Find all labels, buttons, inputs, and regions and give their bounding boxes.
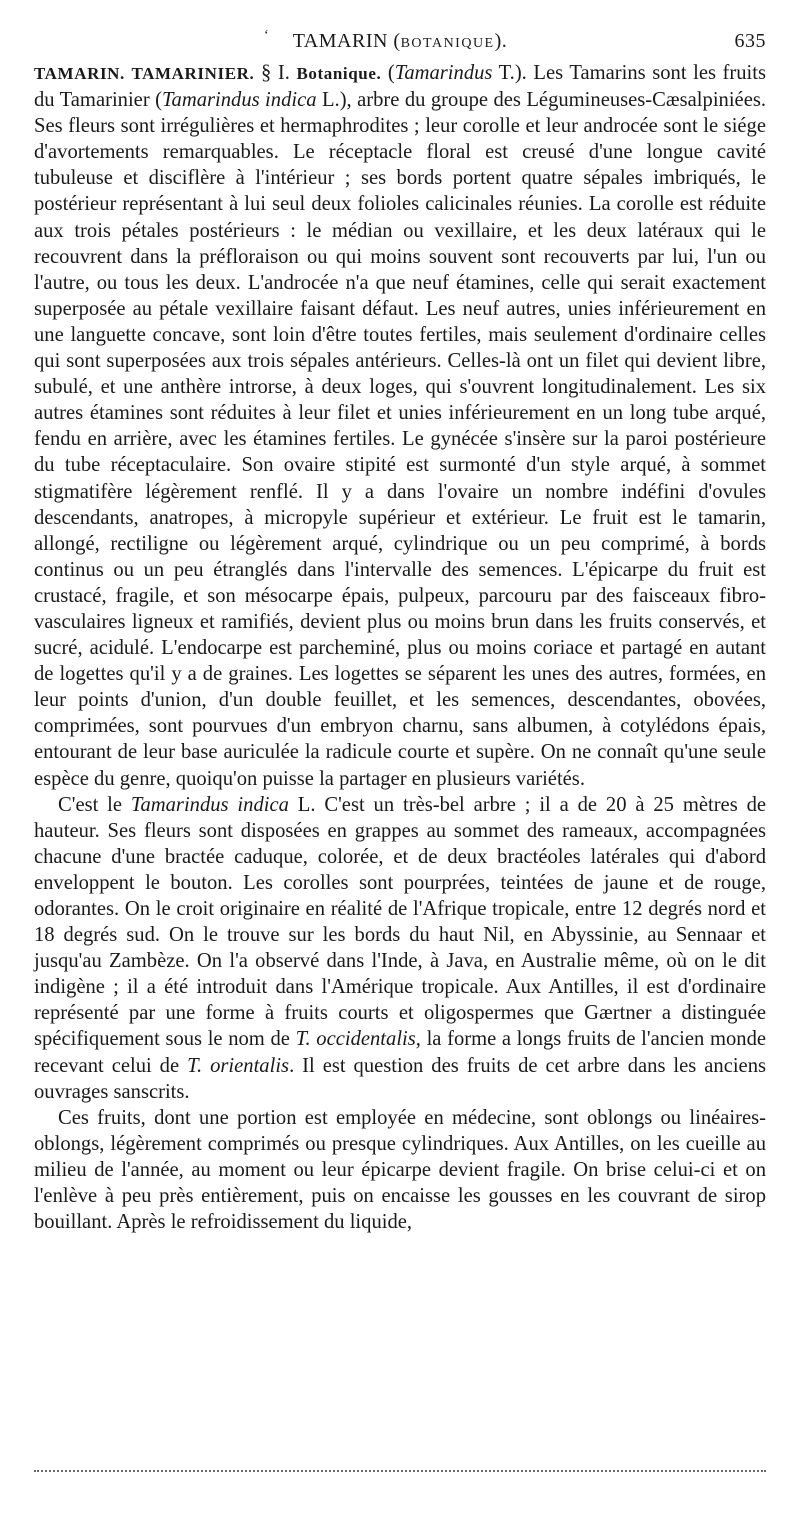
bottom-rule [34,1470,766,1472]
running-head-title-end: ). [494,30,508,52]
section-label: Botanique. [296,64,382,83]
running-head-title [34,30,766,53]
running-head [34,30,766,56]
text-run: C'est le [58,793,131,816]
running-head-title-small: BOTANIQUE [400,36,495,51]
page-number: 635 [734,30,766,52]
article-body [34,60,766,1235]
text-run: , la forme a longs fruits de l'ancien monde recevant celui de [34,1028,767,1077]
taxon-name: Tamarindus indica [130,793,289,816]
taxon-name: T. occidentalis [295,1028,416,1051]
taxon-name: Tamarindus indica [161,89,317,112]
text-run: . Il est question des fruits de cet arbre dans les anciens ouvrages sanscrits. [34,1054,767,1103]
taxon-name: Tamarindus [394,62,493,84]
taxon-name: T. orientalis [187,1054,290,1077]
stray-mark: ‘ [264,28,270,43]
paragraph-2 [34,792,766,1105]
headword-tamarinier: TAMARINIER. [131,64,255,83]
paragraph-1 [34,60,766,792]
text-run: T.). Les Tamarins sont les fruits du Tamarinier ( [34,62,767,112]
headword-tamarin: TAMARIN. [34,64,125,83]
paragraph-3: Ces fruits, dont une portion est employée en médecine, sont oblongs ou linéaires-oblongs, légèrement comprimés ou presque cylindriques. Aux Antilles, on les cueille au milieu de l'année, au moment ou leur épicarpe devient fragile. On brise celui-ci et on l'enlève à peu près entièrement, puis on encaisse les gousses en les couvrant de sirop bouillant. Après le refroidissement du liquide, [34,1106,766,1234]
text-run: L.), arbre du groupe des Légumineuses-Cæsalpiniées. Ses fleurs sont irrégulières et hermaphrodites ; leur corolle et leur androcée sont le siége d'avortements remarquables. Le réceptacle floral est creusé d'une longue cavité tubuleuse et disciflère à l'intérieur ; ses bords portent quatre sépales imbriqués, le postérieur représentant à lui seul deux folioles calicinales réunies. La corolle est réduite aux trois pétales postérieurs : le médian ou vexillaire, et les deux latéraux qui le recouvrent dans la préfloraison ou qui moins souvent sont recouverts par lui, l'un ou l'autre, ou tous les deux. L'androcée n'a que neuf étamines, celle qui serait exactement superposée au pétale vexillaire faisant défaut. Les neuf autres, unies inférieurement en une languette concave, sont loin d'être toutes fertiles, mais seulement d'ordinaire celles qui sont superposées aux trois sépales antérieurs. Celles-là ont un filet qui devient libre, subulé, et une anthère introrse, à deux loges, qui s'ouvrent longitudinalement. Les six autres étamines sont réduites à leur filet et unies inférieurement en un long tube arqué, fendu en arrière, avec les étamines fertiles. Le gynécée s'insère sur la paroi postérieure du tube réceptaculaire. Son ovaire stipité est surmonté d'un style arqué, à sommet stigmatifère légèrement renflé. Il y a dans l'ovaire un nombre indéfini d'ovules descendants, anatropes, à micropyle supérieur et extérieur. Le fruit est le tamarin, allongé, rectiligne ou légèrement arqué, cylindrique ou un peu comprimé, à bords continus ou un peu étranglés dans l'intervalle des semences. L'épicarpe du fruit est crustacé, fragile, et son mésocarpe épais, pulpeux, parcouru par des faisceaux fibro-vasculaires ligneux et ramifiés, devient plus ou moins brun dans les fruits conservés, et sucré, acidulé. L'endocarpe est parcheminé, plus ou moins coriace et partagé en autant de logettes qu'il y a de graines. Les logettes se séparent les unes des autres, formées, en leur points d'union, d'un double feuillet, et les semences, descendantes, obovées, comprimées, sont pourvues d'un embryon charnu, sans albumen, à cotylédons épais, entourant de leur base auriculée la radicule courte et supère. On ne connaît qu'une seule espèce du genre, quoiqu'on puisse la partager en plusieurs variétés. [34,89,766,790]
text-run: ( [381,62,395,84]
text-run: L. C'est un très-bel arbre ; il a de 20 à 25 mètres de hauteur. Ses fleurs sont disposées en grappes au sommet des rameaux, accompagnées chacune d'une bractée caduque, colorée, et de deux bractéoles latérales qui d'abord enveloppent le bouton. Les corolles sont pourprées, teintées de jaune et de rouge, odorantes. On le croit originaire en réalité de l'Afrique tropicale, entre 12 degrés nord et 18 degrés sud. On le trouve sur les bords du haut Nil, en Abyssinie, au Sennaar et jusqu'au Zambèze. On l'a observé dans l'Inde, à Java, en Australie même, où on le dit indigène ; il a été introduit dans l'Amérique tropicale. Aux Antilles, il est d'ordinaire représenté par une forme à fruits courts et oligospermes que Gærtner a distinguée spécifiquement sous le nom de [34,793,767,1051]
section-marker: § I. [261,62,290,84]
running-head-title-main: TAMARIN ( [292,30,401,52]
